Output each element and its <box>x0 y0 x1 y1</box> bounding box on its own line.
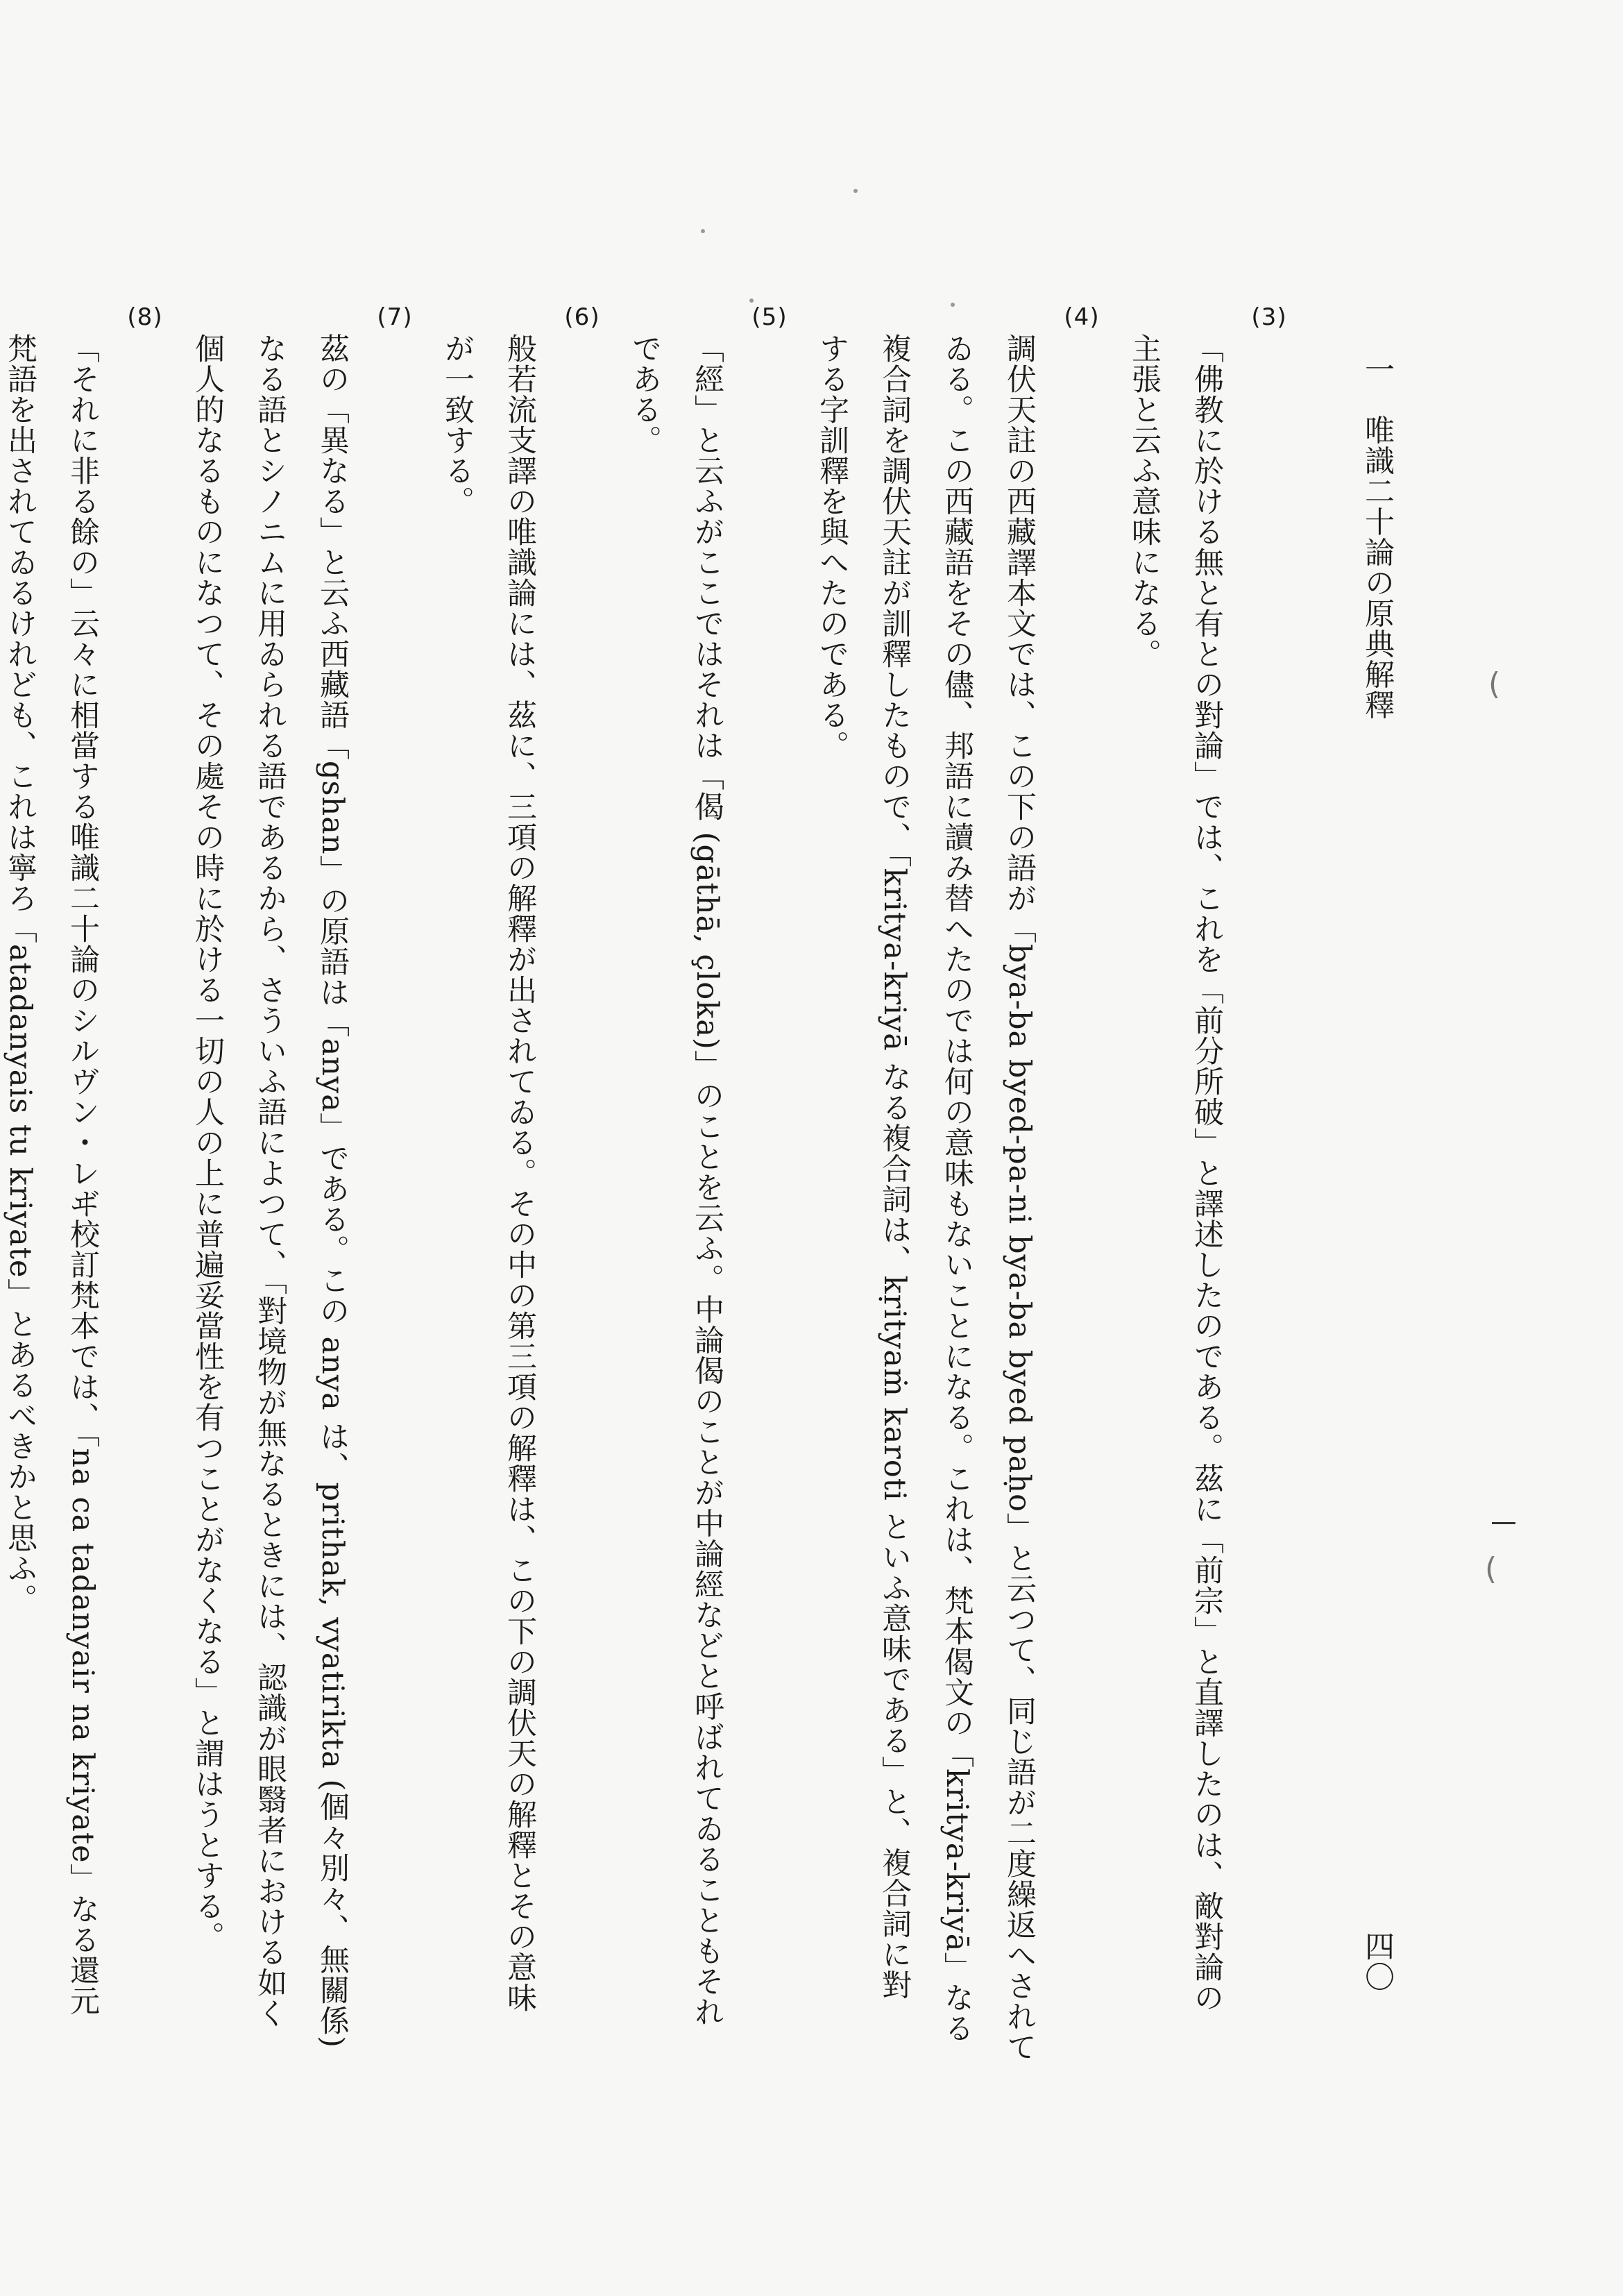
note-line: 主張と云ふ意味になる。 <box>1127 333 1162 669</box>
note-number: (7) <box>377 303 413 331</box>
scan-speck <box>853 189 858 193</box>
margin-mark <box>1492 1522 1515 1524</box>
note-number: (3) <box>1251 303 1287 331</box>
page-text <box>3 303 1409 2082</box>
note-line: 「經」と云ふがここではそれは「偈 (gāthā, çloka)」のことを云ふ。中論偈のことが中論經などと呼ばれてゐることもそれ <box>690 333 724 2027</box>
note-line: が一致する。 <box>440 333 475 516</box>
note-number: (5) <box>751 303 788 331</box>
margin-bracket-mark: ( <box>1488 666 1501 702</box>
margin-bracket-mark: ( <box>1485 1551 1497 1587</box>
note-line: である。 <box>627 333 662 455</box>
note-line: 複合詞を調伏天註が訓釋したもので、「kritya-kriyā なる複合詞は、kṛityaṁ karoti といふ意味である」と、複合詞に對 <box>877 333 912 2000</box>
scan-speck <box>951 303 955 307</box>
page-number: 四〇 <box>1360 1931 1395 1992</box>
book-title: 唯識二十論の原典解釋 <box>1360 414 1395 720</box>
note-6 <box>426 303 613 2082</box>
note-line: する字訓釋を與へたのである。 <box>815 333 849 761</box>
note-number: (6) <box>564 303 600 331</box>
note-number: (8) <box>127 303 163 331</box>
note-line: 個人的なるものになつて、その處その時に於ける一切の人の上に普遍妥當性を有つことがなくなる」と謂はうとする。 <box>190 333 225 1952</box>
chapter-mark: 一 <box>1360 354 1395 384</box>
note-4 <box>801 303 1113 2082</box>
note-5 <box>613 303 801 2082</box>
note-3 <box>1113 303 1300 2082</box>
note-line: 般若流支譯の唯識論には、茲に、三項の解釋が出されてゐる。その中の第三項の解釋は、この下の調伏天の解釋とその意味 <box>502 333 537 2013</box>
note-7 <box>176 303 426 2082</box>
running-title <box>1346 333 1409 720</box>
note-line: ゐる。この西藏語をその儘、邦語に讀み替へたのでは何の意味もないことになる。これは、梵本偈文の「kritya-kriyā」なる <box>940 333 974 2044</box>
note-line: 「それに非る餘の」云々に相當する唯識二十論のシルヴン・レヸ校訂梵本では、「na ca tadanyair na kriyate」なる還元 <box>65 333 100 2016</box>
note-line: 梵語を出されてゐるけれども、これは寧ろ「atadanyais tu kriyate」とあるべきかと思ふ。 <box>3 333 37 1614</box>
scan-speck <box>701 229 705 233</box>
note-line: 「佛教に於ける無と有との對論」では、これを「前分所破」と譯述したのである。茲に「前宗」と直譯したのは、敵對論の <box>1189 333 1224 2013</box>
note-line: なる語とシノニムに用ゐられる語であるから、さういふ語によつて、「對境物が無なるときには、認識が眼翳者における如く <box>253 333 287 2029</box>
note-line: 茲の「異なる」と云ふ西藏語「gshan」の原語は「anya」である。この anya は、prithak, vyatirikta (個々別々、無關係) <box>315 333 350 2049</box>
note-line: 調伏天註の西藏譯本文では、この下の語が「bya-ba byed-pa-ni bya-ba byed paḥo」と云つて、同じ語が二度繰返へされて <box>1002 333 1037 2062</box>
note-8 <box>0 303 176 2082</box>
note-number: (4) <box>1064 303 1100 331</box>
scan-speck <box>749 298 754 303</box>
running-header <box>1346 333 1409 2082</box>
